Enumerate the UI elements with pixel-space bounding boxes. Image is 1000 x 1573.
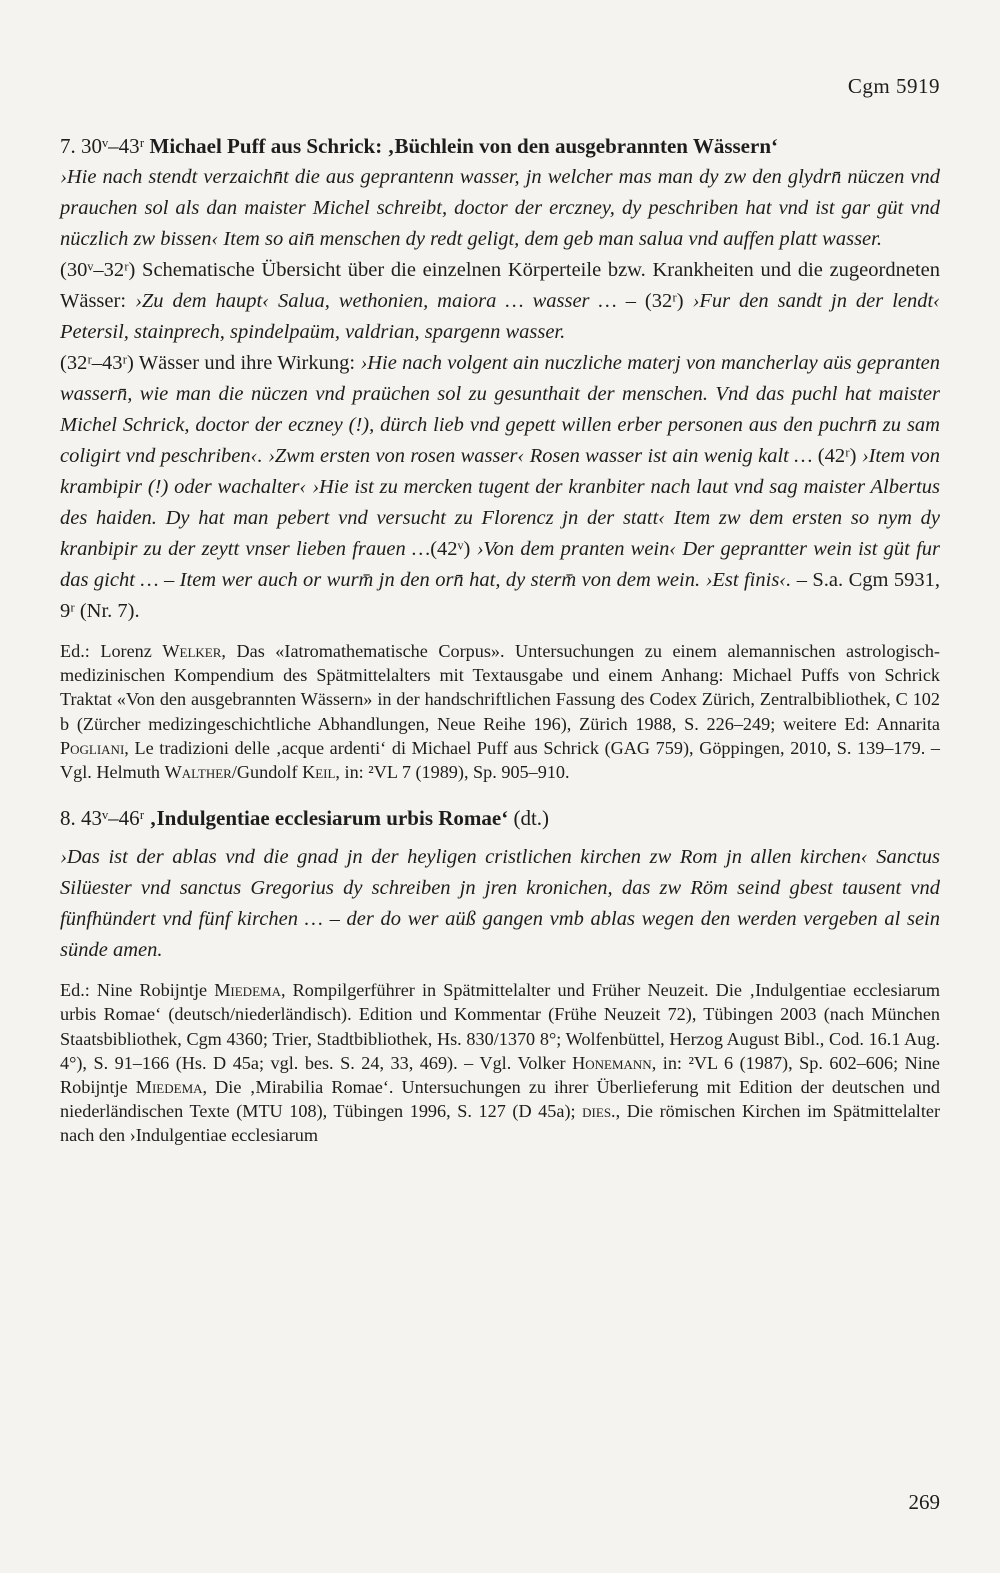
entry-7-paragraph-3 bbox=[60, 348, 940, 627]
entry-8-incipit-text: ›Das ist der ablas vnd die gnad jn der heyligen cristlichen kirchen zw Rom jn allen kirchen‹ Sanctus Silüester vnd sanctus Gregorius dy schreiben jn jren kronichen, das zw Röm seind gbest tausent vnd fünfhündert vnd fünf kirchen … – der do wer aüß gangen vmb ablas wegen den werden vergeben al sein sünde amen. bbox=[60, 846, 940, 962]
author-dies: dies. bbox=[582, 1101, 616, 1122]
entry-7-p3-b: ›Hie nach volgent ain nuczliche materj von mancherlay aüs gepranten wassern̄, wie man die nüczen vnd praüchen sol zu gesunthait der menschen. Vnd das puchl hat maister Michel Schrick, doctor der eczney (!), dürch lieb vnd gepett willen erber personen aus den puchrn̄ zu sam coligirt vnd peschriben‹. ›Zwm ersten von rosen wasser‹ Rosen wasser ist ain wenig kalt … bbox=[60, 352, 940, 467]
entry-7-p3-a: (32ʳ–43ʳ) Wässer und ihre Wirkung: bbox=[60, 352, 361, 374]
entry-7-p3-d: ›Item von krambipir (!) oder wachalter‹ ›Hie ist zu mercken tugent der kranbiter nach laut vnd sag maister Albertus des haiden. Dy hat man pebert vnd versucht zu Florencz jn der statt‹ Item zw dem ersten so nym dy kranbipir zu der zeytt vnser lieben frauen … bbox=[60, 445, 940, 560]
spacer bbox=[60, 784, 940, 802]
entry-7-ed-c: , Das «Iatromathematische Corpus». Untersuchungen zu einem alemannischen astrologisch-medizinischen Kompendium des Spätmittelalters mit Textausgabe und einem Anhang: Michael Puffs von Schrick Traktat «Von den ausgebrannten Wässern» in der handschriftlichen Fassung des Codex Zürich, Zentralbibliothek, C 102 b (Zürcher medizingeschichtliche Abhandlungen, Neue Reihe 196), Zürich 1988, S. 226–249; weitere Ed: Annarita bbox=[60, 641, 940, 734]
entry-7-ed-e: , Le tradizioni delle ‚acque ardenti‘ di Michael Puff aus Schrick (GAG 759), Göppingen, 2010, S. 139–179. – Vgl. Helmuth bbox=[60, 737, 940, 783]
entry-7-incipit bbox=[60, 162, 940, 255]
author-honemann: Honemann bbox=[572, 1052, 652, 1073]
entry-7-edition-note bbox=[60, 639, 940, 784]
entry-7-p3-g: – S.a. Cgm 5931, 9ʳ (Nr. 7). bbox=[60, 569, 940, 622]
entry-8-title: ‚Indulgentiae ecclesiarum urbis Romae‘ bbox=[149, 806, 509, 831]
entry-8-heading bbox=[60, 802, 940, 834]
entry-7-title: Michael Puff aus Schrick: ‚Büchlein von den ausgebrannten Wässern‘ bbox=[149, 134, 778, 158]
entry-7-ed-a: Ed.: Lorenz bbox=[60, 641, 163, 661]
author-welker: Welker bbox=[162, 641, 222, 661]
author-miedema: Miedema bbox=[214, 980, 281, 1001]
entry-7-p2-b: ›Zu dem haupt‹ Salua, wethonien, maiora … wasser … bbox=[135, 290, 617, 312]
running-head: Cgm 5919 bbox=[847, 74, 940, 98]
entry-7-p2-a: (30ᵛ–32ʳ) Schematische Übersicht über die einzelnen Körperteile bzw. Krankheiten und die zugeordneten Wässer: bbox=[60, 259, 940, 312]
entry-8-number: 8. 43ᵛ–46ʳ bbox=[60, 806, 145, 831]
entry-8-title-suffix: (dt.) bbox=[508, 806, 550, 831]
author-miedema-2: Miedema bbox=[135, 1077, 203, 1098]
entry-7-p2-c: – (32ʳ) bbox=[616, 290, 693, 312]
page-number: 269 bbox=[908, 1490, 940, 1514]
entry-8-ed-a: Ed.: Nine Robijntje bbox=[60, 980, 215, 1001]
entry-8-incipit bbox=[60, 842, 940, 966]
author-walther: Walther bbox=[164, 762, 232, 783]
entry-7-ed-g: /Gundolf bbox=[231, 762, 303, 783]
entry-7-incipit-text: ›Hie nach stendt verzaichn̄t die aus geprantenn wasser, jn welcher mas man dy zw den glydrn̄ nüczen vnd prauchen sol als dan maister Michel schreibt, doctor der erczney, dy peschriben hat vnd ist gar güt vnd nüczlich zw bissen‹ Item so ain̄ menschen dy redt geligt, dem geb man salua vnd auffen platt wasser. bbox=[60, 166, 940, 250]
entry-8-ed-i: , Die römischen Kirchen im Spätmittelalter nach den ›Indulgentiae ecclesiarum bbox=[60, 1101, 940, 1146]
entry-7-p2-d: ›Fur den sandt jn der lendt‹ Petersil, stainprech, spindelpaüm, valdrian, spargenn wasser. bbox=[60, 290, 941, 343]
entry-8-ed-e: , in: ²VL 6 (1987), Sp. 602–606; Nine Robijntje bbox=[60, 1052, 940, 1098]
entry-7-heading bbox=[60, 130, 940, 162]
entry-8-ed-c: , Rompilgerführer in Spätmittelalter und Früher Neuzeit. Die ‚Indulgentiae ecclesiarum urbis Romae‘ (deutsch/niederländisch). Edition und Kommentar (Frühe Neuzeit 72), Tübingen 2003 (nach München Staatsbibliothek, Cgm 4360; Trier, Stadtbibliothek, Hs. 830/1370 8°; Wolfenbüttel, Herzog August Bibl., Cod. 16.1 Aug. 4°), S. 91–166 (Hs. D 45a; vgl. bes. S. 24, 33, 469). – Vgl. Volker bbox=[60, 980, 940, 1073]
entry-7-ed-i: , in: ²VL 7 (1989), Sp. 905–910. bbox=[335, 762, 570, 783]
entry-7-p3-e: (42ᵛ) bbox=[430, 538, 477, 560]
author-pogliani: Pogliani bbox=[60, 737, 125, 758]
entry-7-p3-f: ›Von dem pranten wein‹ Der geprantter wein ist güt fur das gicht … – Item wer auch or wurm̄ jn den orn̄ hat, dy sterm̄ von dem wein. ›Est finis‹. bbox=[60, 538, 940, 591]
author-keil: Keil bbox=[302, 762, 336, 783]
page-content bbox=[60, 130, 940, 1148]
entry-7-p3-c: (42ʳ) bbox=[812, 445, 862, 467]
entry-8-ed-g: , Die ‚Mirabilia Romae‘. Untersuchungen zu ihrer Überlieferung mit Edition der deutschen und niederländischen Texte (MTU 108), Tübingen 1996, S. 127 (D 45a); bbox=[60, 1077, 941, 1122]
entry-7-paragraph-2 bbox=[60, 255, 940, 348]
entry-8-edition-note bbox=[60, 978, 940, 1147]
book-page bbox=[60, 0, 940, 1573]
entry-7-number: 7. 30ᵛ–43ʳ bbox=[60, 134, 145, 158]
